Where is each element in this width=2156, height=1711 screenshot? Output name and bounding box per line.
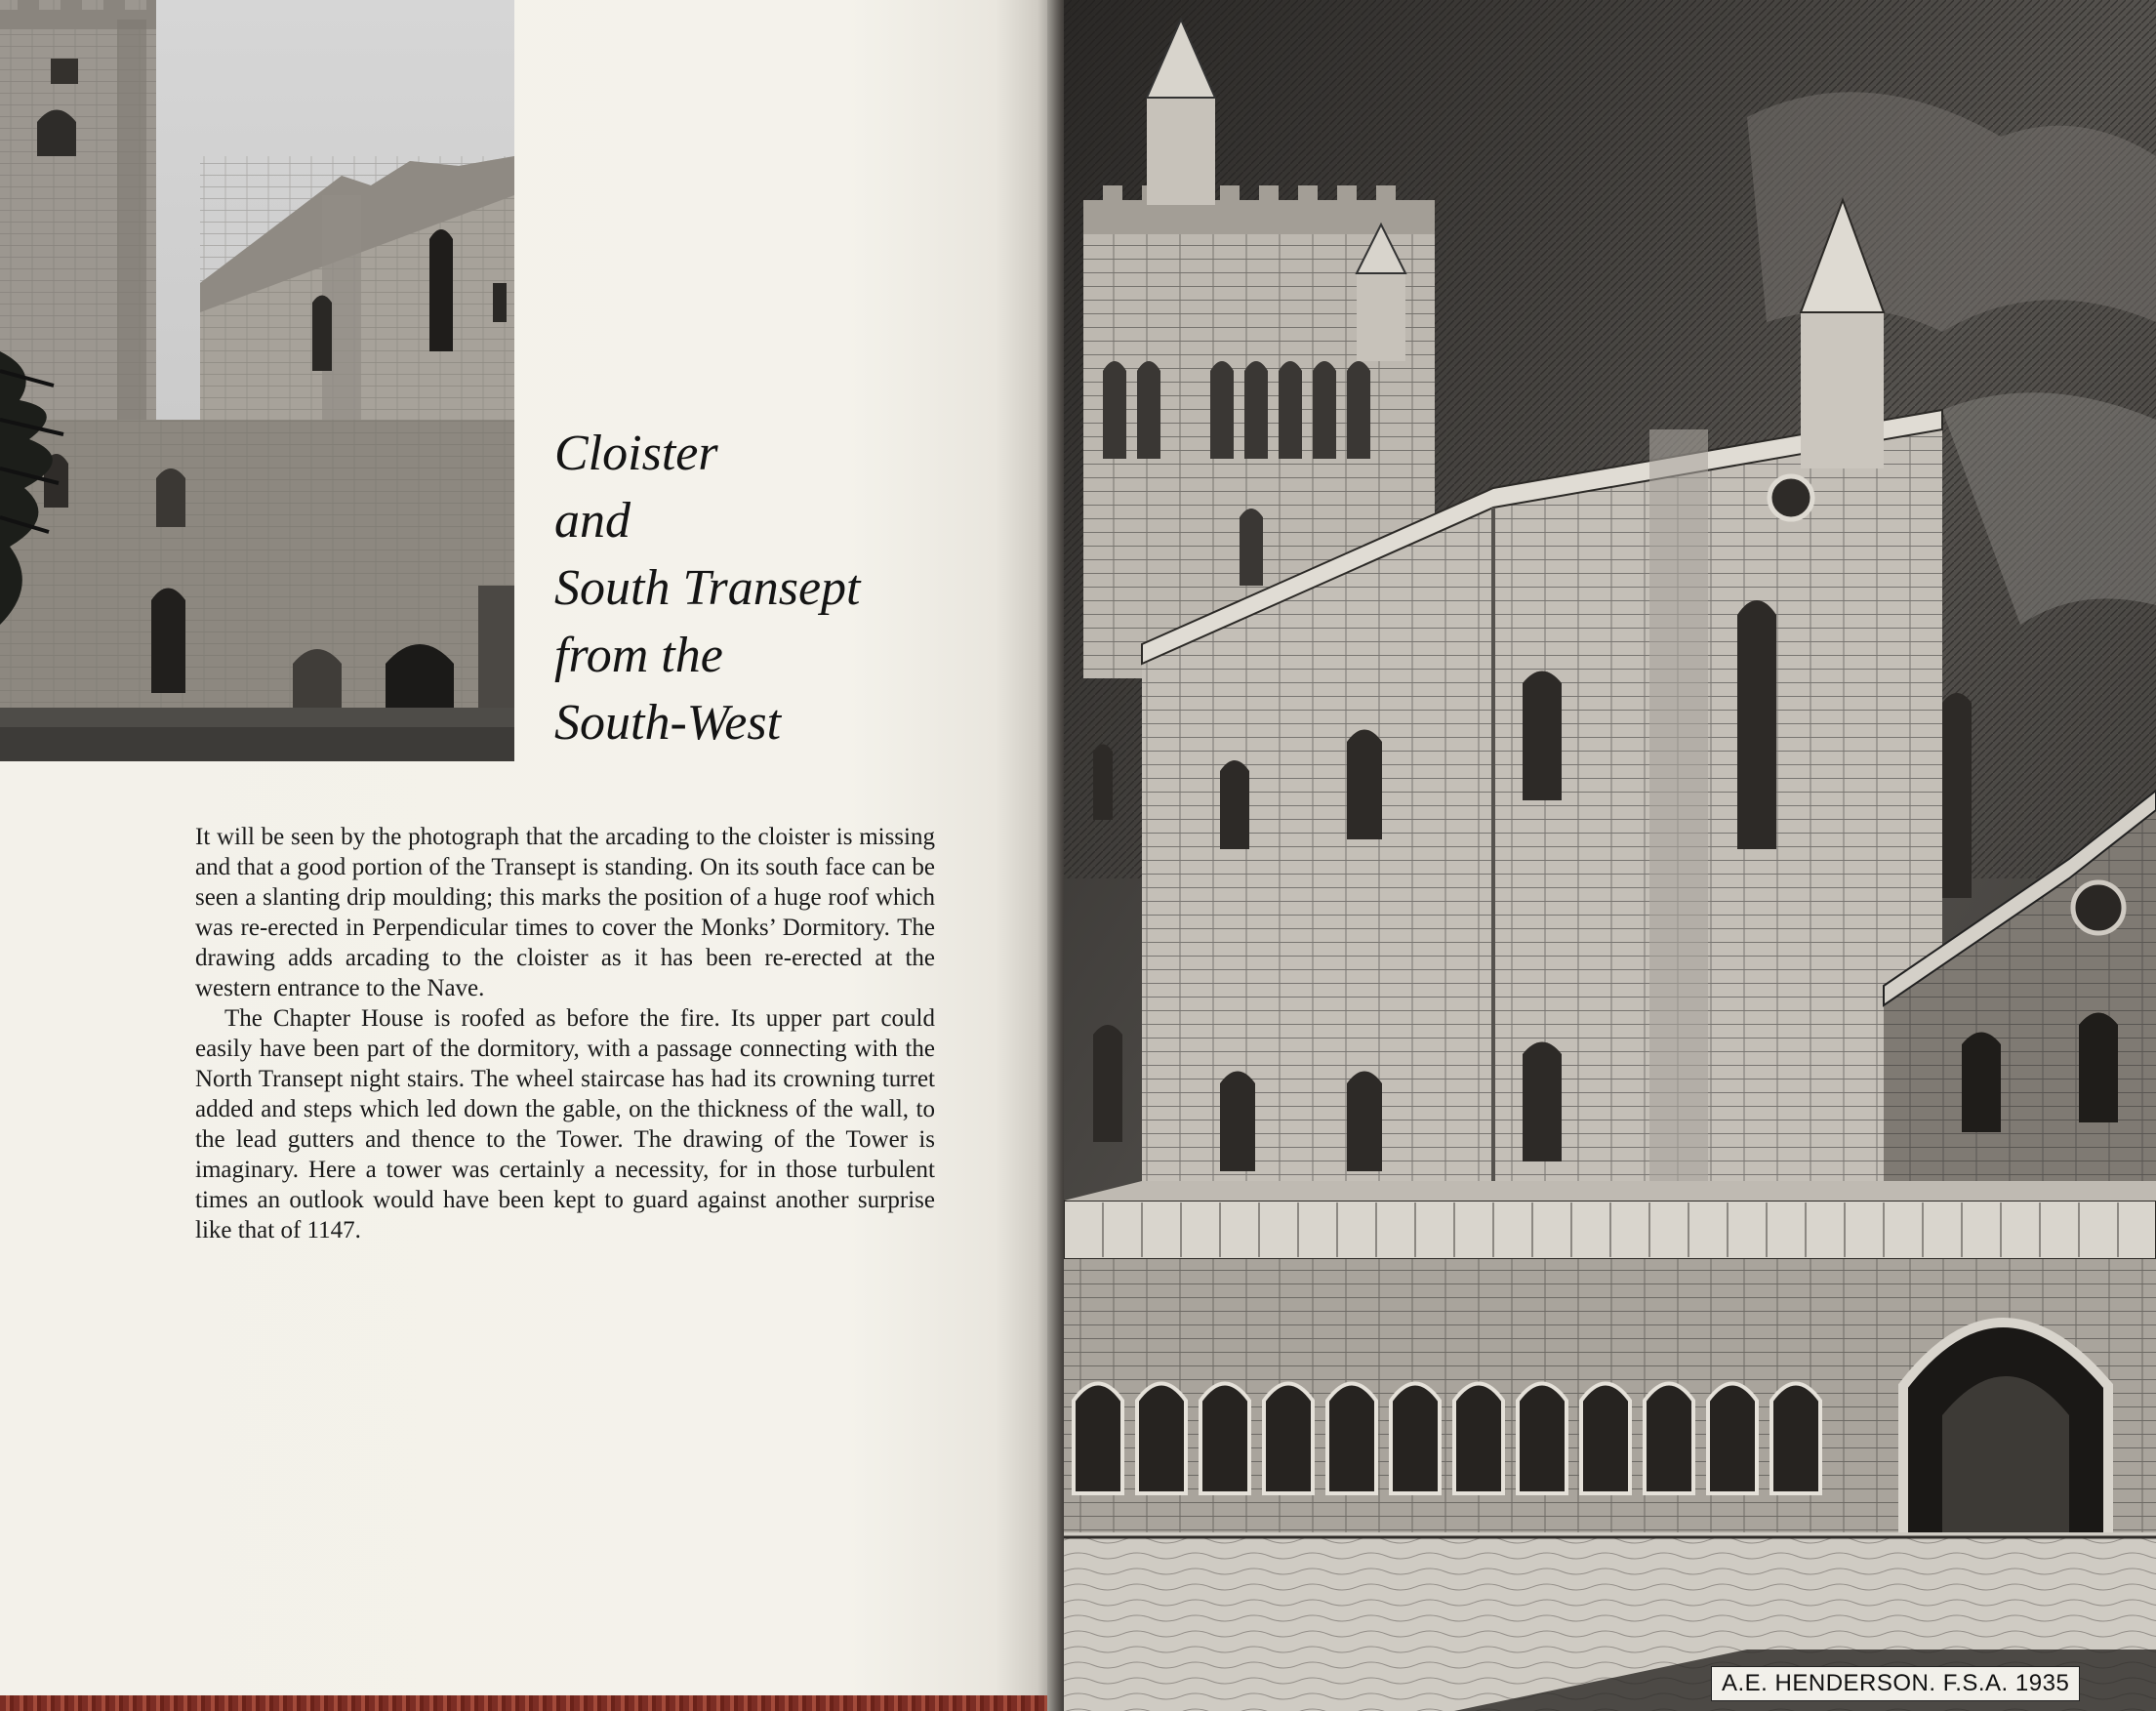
right-page — [1064, 0, 2156, 1711]
plate-title — [554, 420, 964, 756]
cover-board-edge — [0, 1695, 1059, 1711]
title-line: Cloister — [554, 426, 718, 481]
title-line: from the — [554, 628, 723, 683]
ruins-photograph — [0, 0, 514, 761]
title-line: and — [554, 493, 631, 549]
left-page — [0, 0, 1059, 1711]
body-text — [195, 822, 935, 1245]
title-line: South Transept — [554, 560, 861, 616]
paragraph: The Chapter House is roofed as before the fire. Its upper part could easily have been part of the dormitory, with a passage connecting with the North Transept night stairs. The wheel staircase has had its crowning turret added and steps which led down the gable, on the thickness of the wall, to the lead gutters and thence to the Tower. The drawing of the Tower is imaginary. Here a tower was certainly a necessity, for in those turbulent times an outlook would have been kept to guard against another surprise like that of 1147. — [195, 1005, 935, 1243]
paragraph: It will be seen by the photograph that the arcading to the cloister is missing and that a good portion of the Transept is standing. On its south face can be seen a slanting drip moulding; this marks the position of a huge roof which was re-erected in Perpendicular times to cover the Monks’ Dormitory. The drawing adds arcading to the cloister as it has been re-erected at the western entrance to the Nave. — [195, 824, 935, 1001]
artist-signature: A.E. HENDERSON. F.S.A. 1935 — [1711, 1666, 2080, 1701]
abbey-drawing — [1064, 0, 2156, 1711]
title-line: South-West — [554, 695, 782, 751]
